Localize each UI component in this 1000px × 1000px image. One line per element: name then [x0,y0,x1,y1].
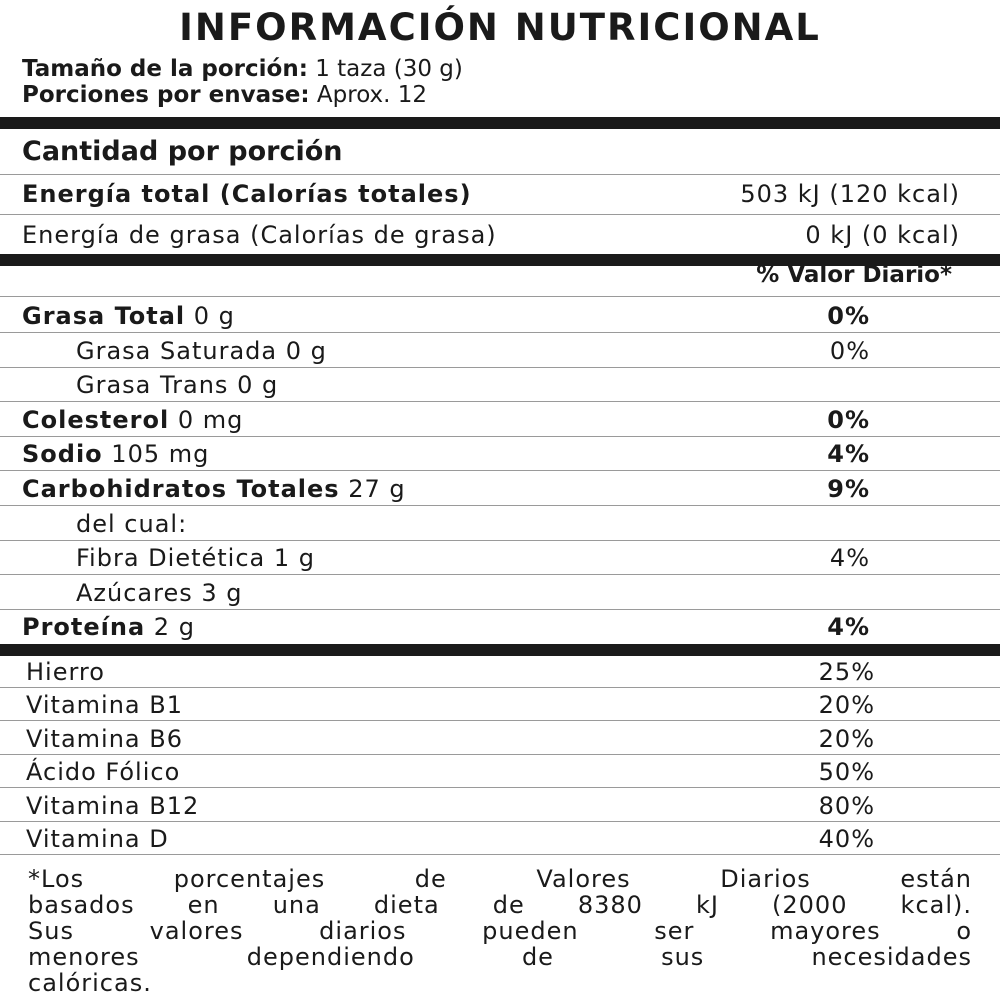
vitamin-daily-value: 50% [818,758,875,787]
vitamin-row [0,687,1000,723]
nutrient-row [0,298,1000,334]
divider-line [0,296,1000,297]
nutrient-name: Proteína [22,613,146,642]
serving-size-label: Tamaño de la porción: [22,56,308,82]
nutrient-daily-value: 0% [827,405,870,434]
footnote [28,866,972,996]
energy-fat-label: Energía de grasa (Calorías de grasa) [22,221,497,249]
nutrient-name: Grasa Saturada [76,336,278,365]
nutrient-daily-value: 9% [827,475,870,503]
footnote-line: *Los porcentajes de Valores Diarios están [28,865,972,893]
vitamin-row [0,721,1000,757]
vitamin-daily-value: 40% [818,825,875,853]
divider-line [0,854,1000,855]
daily-value-header: % Valor Diario* [756,262,952,288]
nutrient-amount: 27 g [339,475,406,503]
nutrient-row [0,402,1000,438]
label-title: INFORMACIÓN NUTRICIONAL [179,6,821,49]
nutrient-name: Azúcares [76,578,193,607]
vitamin-row [0,654,1000,690]
nutrient-amount: 0 g [185,302,235,330]
energy-total-row [0,176,1000,212]
energy-total-value: 503 kJ (120 kcal) [740,180,960,208]
vitamin-name: Vitamina B6 [26,724,184,753]
amount-per-serving-heading: Cantidad por porción [22,136,343,167]
nutrient-row [0,575,1000,611]
nutrient-amount: 1 g [265,544,315,573]
vitamin-name: Vitamina B12 [26,791,200,820]
vitamin-name: Ácido Fólico [26,758,181,787]
nutrient-name: Carbohidratos Totales [22,475,340,503]
nutrient-daily-value: 0% [829,336,870,365]
servings-per-container [22,82,427,108]
nutrient-daily-value: 4% [829,544,870,573]
divider-line [0,174,1000,175]
servings-per-container-value: Aprox. 12 [309,82,428,108]
nutrient-daily-value: 4% [827,440,870,469]
divider-line [0,214,1000,215]
footnote-line: calóricas. [28,969,152,997]
energy-fat-value: 0 kJ (0 kcal) [805,221,960,249]
nutrient-amount: 105 mg [102,440,210,469]
energy-fat-row [0,217,1000,253]
footnote-line: Sus valores diarios pueden ser mayores o [28,917,972,945]
nutrient-amount: 3 g [192,578,243,607]
nutrient-name: Grasa Total [22,302,186,330]
nutrient-name: Sodio [22,440,103,469]
nutrient-amount: 2 g [145,613,195,642]
nutrient-name: del cual: [76,509,188,538]
vitamin-row [0,821,1000,857]
nutrient-amount: 0 g [228,371,279,400]
vitamin-daily-value: 20% [818,691,875,720]
vitamin-name: Vitamina B1 [26,691,184,720]
divider-bar [0,117,1000,129]
vitamin-row [0,788,1000,824]
servings-per-container-label: Porciones por envase: [22,82,310,108]
vitamin-name: Vitamina D [26,825,169,853]
nutrient-daily-value: 4% [827,613,870,642]
serving-size [22,56,463,82]
nutrient-row [0,333,1000,369]
footnote-line: basados en una dieta de 8380 kJ (2000 kcal). [28,891,972,919]
nutrient-row [0,609,1000,645]
nutrient-name: Grasa Trans [76,371,229,400]
nutrient-row [0,540,1000,576]
nutrient-amount: 0 mg [169,405,244,434]
nutrient-row [0,506,1000,542]
nutrient-name: Fibra Dietética [76,544,266,573]
vitamin-row [0,754,1000,790]
nutrient-daily-value: 0% [827,302,870,330]
footnote-line: menores dependiendo de sus necesidades [28,943,972,971]
vitamin-name: Hierro [26,658,105,686]
vitamin-daily-value: 80% [818,791,875,820]
nutrient-row [0,436,1000,472]
nutrient-row [0,367,1000,403]
energy-total-label: Energía total (Calorías totales) [22,180,472,208]
nutrient-amount: 0 g [277,336,327,365]
serving-size-value: 1 taza (30 g) [307,56,463,82]
nutrient-row [0,471,1000,507]
vitamin-daily-value: 20% [818,724,875,753]
nutrient-name: Colesterol [22,405,170,434]
vitamin-daily-value: 25% [818,658,875,686]
